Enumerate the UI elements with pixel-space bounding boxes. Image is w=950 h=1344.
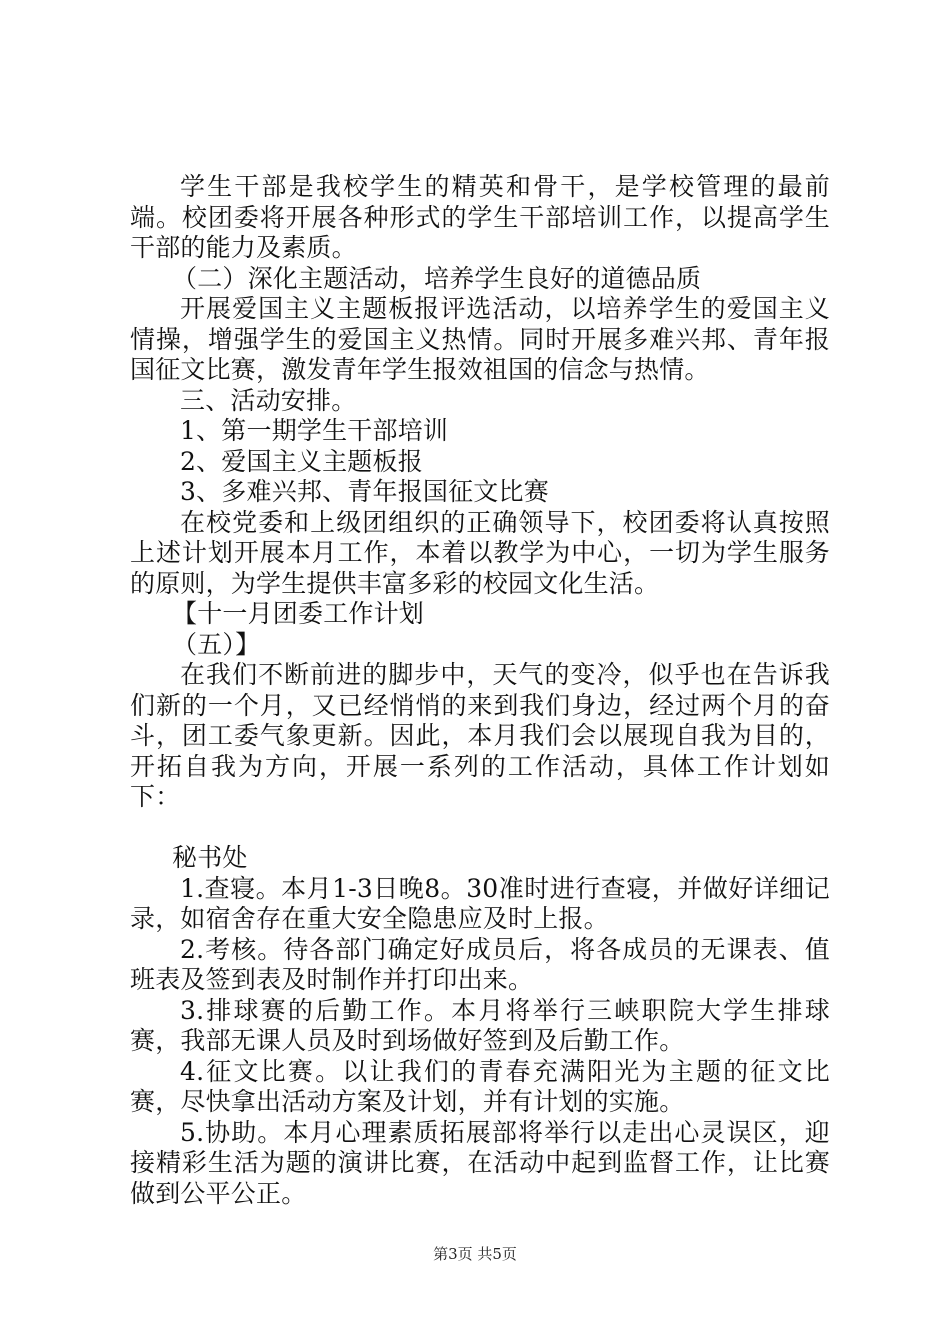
task-item-volleyball-logistics: 3.排球赛的后勤工作。本月将举行三峡职院大学生排球赛，我部无课人员及时到场做好签到及后勤工作。 <box>130 995 830 1055</box>
task-item-assessment: 2.考核。待各部门确定好成员后，将各成员的无课表、值班表及签到表及时制作并打印出来。 <box>130 934 830 994</box>
page-number-footer: 第3页 共5页 <box>433 1245 517 1263</box>
schedule-item-1: 1、第一期学生干部培训 <box>180 416 449 445</box>
schedule-item-2: 2、爱国主义主题板报 <box>180 446 423 476</box>
section-heading-theme-activities: （二）深化主题活动，培养学生良好的道德品质 <box>172 263 702 293</box>
paragraph-introduction: 在我们不断前进的脚步中，天气的变冷，似乎也在告诉我们新的一个月，又已经悄悄的来到我们身边，经过两个月的奋斗，团工委气象更新。因此，本月我们会以展现自我为目的，开拓自我为方向，开展一系列的工作活动，具体工作计划如下： <box>130 660 830 811</box>
plan-title-line-1: 【十一月团委工作计划 <box>172 599 425 628</box>
task-item-assist: 5.协助。本月心理素质拓展部将举行以走出心灵误区，迎接精彩生活为题的演讲比赛，在活动中起到监督工作，让比赛做到公平公正。 <box>130 1117 830 1208</box>
blank-line <box>130 813 830 844</box>
task-item-dorm-check: 1.查寝。本月1-3日晚8。30准时进行查寝，并做好详细记录，如宿舍存在重大安全隐患应及时上报。 <box>130 873 830 933</box>
paragraph-cadre-training: 学生干部是我校学生的精英和骨干，是学校管理的最前端。校团委将开展各种形式的学生干部培训工作，以提高学生干部的能力及素质。 <box>130 172 830 262</box>
document-body <box>130 172 830 1209</box>
schedule-item-3: 3、多难兴邦、青年报国征文比赛 <box>180 477 549 506</box>
department-heading-secretariat: 秘书处 <box>172 843 248 872</box>
paragraph-patriotic-activities: 开展爱国主义主题板报评选活动，以培养学生的爱国主义情操，增强学生的爱国主义热情。同时开展多难兴邦、青年报国征文比赛，激发青年学生报效祖国的信念与热情。 <box>130 294 830 384</box>
task-item-essay-contest: 4.征文比赛。以让我们的青春充满阳光为主题的征文比赛，尽快拿出活动方案及计划，并有计划的实施。 <box>130 1056 830 1116</box>
section-heading-activity-schedule: 三、活动安排。 <box>180 385 357 415</box>
plan-title-line-2: （五）】 <box>172 629 261 659</box>
paragraph-conclusion: 在校党委和上级团组织的正确领导下，校团委将认真按照上述计划开展本月工作，本着以教学为中心，一切为学生服务的原则，为学生提供丰富多彩的校园文化生活。 <box>130 507 830 598</box>
